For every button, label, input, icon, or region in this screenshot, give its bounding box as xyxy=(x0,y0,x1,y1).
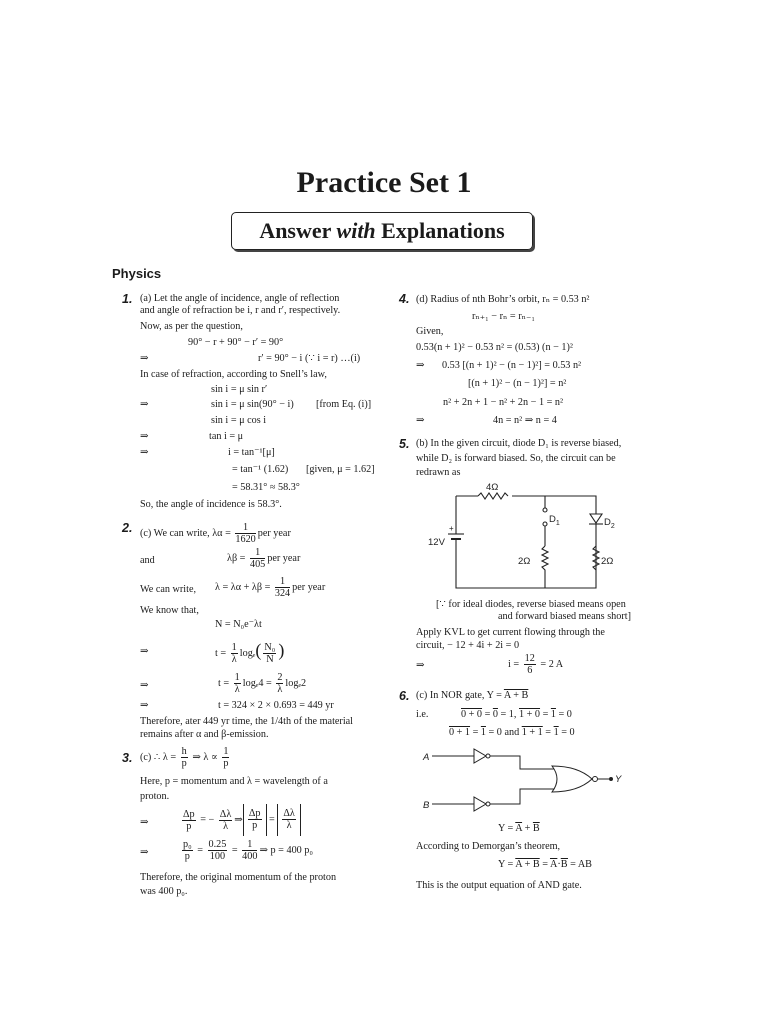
equation-line xyxy=(218,668,306,700)
text-line: while D₂ is forward biased. So, the circuit can be xyxy=(416,453,616,464)
text: = 1, xyxy=(497,709,519,720)
numerator: 0.25 xyxy=(208,839,227,851)
text-line: Here, p = momentum and λ = wavelength of a xyxy=(140,776,328,787)
text-line: [∵ for ideal diodes, reverse biased means open xyxy=(436,599,626,610)
text-line: In case of refraction, according to Snell’s law, xyxy=(140,369,327,380)
fraction xyxy=(275,576,290,599)
subtitle-em: with xyxy=(336,218,376,243)
overlined-expr: 1 xyxy=(550,709,556,720)
text: = xyxy=(266,814,278,826)
numerator: h xyxy=(181,746,187,758)
label-12v: 12V xyxy=(428,537,445,548)
numerator: 1 xyxy=(231,642,237,654)
equation-line xyxy=(180,804,301,836)
resistor-2ohm-mid xyxy=(542,546,548,588)
numerator: 1 xyxy=(242,839,257,851)
text: t = xyxy=(218,678,232,689)
text-line: Therefore, the original momentum of the proton xyxy=(140,872,337,883)
fraction xyxy=(282,808,296,831)
text: (c) We can write, λα = xyxy=(140,528,234,539)
denominator: p xyxy=(184,851,190,863)
denominator: 100 xyxy=(209,851,226,863)
text: = − xyxy=(197,814,217,826)
text-line: (d) Radius of nth Bohr’s orbit, rₙ = 0.53 n² xyxy=(416,294,590,305)
equation: = 58.31° ≈ 58.3° xyxy=(232,482,300,493)
numerator: 1 xyxy=(235,522,255,534)
wire xyxy=(456,496,596,588)
equation: 0.53 [(n + 1)² − (n − 1)²] = 0.53 n² xyxy=(442,360,582,371)
text: = 0 xyxy=(558,727,575,738)
equation-line xyxy=(215,634,284,670)
fraction xyxy=(524,653,536,676)
denominator: λ xyxy=(277,684,283,696)
output-node xyxy=(610,778,613,781)
implies-symbol: ⇒ xyxy=(416,360,425,371)
implies-symbol: ⇒ xyxy=(140,447,149,458)
numerator: 2 xyxy=(277,672,283,684)
label-4ohm: 4Ω xyxy=(486,482,499,493)
text-line: redrawn as xyxy=(416,467,461,478)
label-b: B xyxy=(423,800,430,811)
text: per year xyxy=(257,528,291,539)
text: = 0 and xyxy=(485,727,522,738)
equation-line xyxy=(215,573,325,603)
equation: tan i = μ xyxy=(209,431,244,442)
equation-line xyxy=(498,823,540,835)
text: ⇒ p = 400 p₀ xyxy=(259,845,313,856)
not-bubble-a xyxy=(486,754,490,758)
numerator: 1 xyxy=(234,672,240,684)
label-d1: $D_1$ xyxy=(549,514,560,527)
denominator: p xyxy=(223,758,229,770)
text: = xyxy=(539,859,550,870)
question-number: 5. xyxy=(399,437,410,451)
text: (c) ∴ λ = xyxy=(140,752,179,763)
text: + xyxy=(522,823,533,834)
numerator: 12 xyxy=(524,653,535,665)
text-line: was 400 p₀. xyxy=(140,886,188,897)
overlined-expr: $\overline{A}$ xyxy=(515,823,523,834)
overlined-expr: $\overline{B}$ xyxy=(532,823,540,834)
fraction xyxy=(182,839,193,862)
numerator: 1 xyxy=(275,576,290,588)
resistor-4ohm xyxy=(478,493,508,499)
equation: 4n = n² ⇒ n = 4 xyxy=(493,415,557,426)
section-heading: Physics xyxy=(112,266,162,281)
text-line: (b) In the given circuit, diode D₁ is reverse biased, xyxy=(416,438,622,449)
numerator: Δp xyxy=(248,808,261,820)
label-plus: + xyxy=(449,524,454,533)
denominator: 324 xyxy=(274,588,291,600)
abs-value xyxy=(243,804,267,836)
text: logₑ4 = xyxy=(242,678,275,689)
equation-note: [from Eq. (i)] xyxy=(316,399,372,410)
wire-b-out xyxy=(490,789,556,804)
fraction xyxy=(235,522,255,545)
question-number: 2. xyxy=(122,521,133,535)
wire-a-out xyxy=(490,756,556,769)
subtitle-banner xyxy=(231,212,533,250)
paren-open: ( xyxy=(255,640,262,660)
question-number: 6. xyxy=(399,689,410,703)
fraction xyxy=(181,746,188,769)
text-line: Apply KVL to get current flowing through the xyxy=(416,627,605,638)
text: ⇒ xyxy=(234,814,243,826)
numerator: p₀ xyxy=(183,839,192,851)
equation: 90° − r + 90° − r′ = 90° xyxy=(188,337,284,348)
truth-row xyxy=(449,727,575,739)
text-line: So, the angle of incidence is 58.3°. xyxy=(140,499,282,510)
numerator: Δp xyxy=(183,808,195,820)
subtitle-post: Explanations xyxy=(375,218,505,243)
overlined-expr: 0 + 1 xyxy=(449,727,471,738)
equation: 0.53(n + 1)² − 0.53 n² = (0.53) (n − 1)² xyxy=(416,342,573,353)
text: = 0 xyxy=(555,709,572,720)
text: λ = λα + λβ = xyxy=(215,582,273,593)
text: = xyxy=(194,845,206,856)
implies-symbol: ⇒ xyxy=(140,817,149,828)
equation-line xyxy=(416,690,528,702)
open-terminal xyxy=(543,508,547,512)
text-line: (a) Let the angle of incidence, angle of reflection xyxy=(140,293,340,304)
equation: N = N₀e⁻λt xyxy=(215,619,262,630)
nor-gate xyxy=(552,766,592,792)
not-gate-a xyxy=(474,749,486,763)
label: and xyxy=(140,555,155,566)
overlined-expr: 1 xyxy=(480,727,486,738)
denominator: 1620 xyxy=(235,534,256,546)
equation-line xyxy=(508,649,563,681)
equation-note: [given, μ = 1.62] xyxy=(306,464,375,475)
text: λβ = xyxy=(227,553,248,564)
question-number: 4. xyxy=(399,292,410,306)
text-line: According to Demorgan’s theorem, xyxy=(416,841,561,852)
fraction xyxy=(182,809,196,832)
fraction xyxy=(234,672,241,695)
denominator: p xyxy=(186,820,192,832)
denominator: λ xyxy=(234,684,240,696)
text: Y = xyxy=(498,859,516,870)
denominator: 400 xyxy=(242,851,258,863)
not-bubble-b xyxy=(486,802,490,806)
text-line: proton. xyxy=(140,791,170,802)
text: = xyxy=(482,709,493,720)
numerator: 1 xyxy=(250,547,265,559)
fraction xyxy=(222,746,229,769)
open-terminal xyxy=(543,522,547,526)
text-line: and forward biased means short] xyxy=(498,611,631,622)
diode-d2-symbol xyxy=(590,514,602,523)
double-overlined-a: $\overline{A}$ xyxy=(549,859,558,870)
text: · xyxy=(557,859,561,870)
text: = xyxy=(542,727,554,738)
equation: [(n + 1)² − (n − 1)²] = n² xyxy=(468,378,567,389)
implies-symbol: ⇒ xyxy=(140,680,149,691)
denominator: λ xyxy=(286,820,292,832)
circuit-diagram xyxy=(420,478,630,596)
text: i = xyxy=(508,659,522,670)
text: = 2 A xyxy=(537,659,564,670)
text-line: and angle of refraction be i, r and r′, respectively. xyxy=(140,305,341,316)
label: i.e. xyxy=(416,709,429,720)
text-line: circuit, − 12 + 4i + 2i = 0 xyxy=(416,640,520,651)
equation-line xyxy=(140,742,231,774)
overlined-expr: A + B xyxy=(515,859,540,870)
truth-row xyxy=(461,709,572,721)
fraction xyxy=(219,809,233,832)
fraction xyxy=(263,642,276,665)
equation-line xyxy=(180,835,313,867)
label-a: A xyxy=(423,752,430,763)
implies-symbol: ⇒ xyxy=(140,700,149,711)
overlined-expr: 1 + 1 xyxy=(521,727,543,738)
implies-symbol: ⇒ xyxy=(416,415,425,426)
paren-close: ) xyxy=(278,640,285,660)
equation: sin i = μ sin r′ xyxy=(211,384,268,395)
text: logₑ xyxy=(239,648,256,659)
fraction xyxy=(276,672,283,695)
denominator: 405 xyxy=(249,559,266,571)
question-number: 1. xyxy=(122,292,133,306)
implies-symbol: ⇒ xyxy=(140,431,149,442)
label-2ohm-right: 2Ω xyxy=(601,556,614,567)
numerator: Δλ xyxy=(219,808,232,820)
text-line: This is the output equation of AND gate. xyxy=(416,880,582,891)
text: = xyxy=(540,709,551,720)
text: = xyxy=(229,845,241,856)
equation: sin i = μ cos i xyxy=(211,415,267,426)
fraction xyxy=(248,808,262,831)
text: Y = xyxy=(498,823,516,834)
equation: = tan⁻¹ (1.62) xyxy=(232,464,289,475)
page-title: Practice Set 1 xyxy=(296,166,472,199)
double-overlined-b: $\overline{B}$ xyxy=(560,859,568,870)
text: per year xyxy=(292,582,326,593)
denominator: λ xyxy=(223,820,229,832)
logic-gate-diagram xyxy=(420,744,630,820)
abs-value xyxy=(277,804,301,836)
overlined-expr: 0 + 0 xyxy=(461,709,483,720)
overlined-expr: 1 + 0 xyxy=(519,709,541,720)
fraction xyxy=(250,547,265,570)
denominator: N xyxy=(266,654,274,666)
equation-line xyxy=(498,859,592,871)
denominator: 6 xyxy=(527,665,533,677)
denominator: λ xyxy=(231,654,237,666)
text: (c) In NOR gate, Y = xyxy=(416,690,504,701)
fraction xyxy=(231,642,238,665)
equation: r′ = 90° − i (∵ i = r) …(i) xyxy=(258,353,361,364)
overlined-expr: 1 xyxy=(553,727,559,738)
text-line: Now, as per the question, xyxy=(140,321,243,332)
label-2ohm-mid: 2Ω xyxy=(518,556,531,567)
text: t = xyxy=(215,648,229,659)
equation: sin i = μ sin(90° − i) xyxy=(211,399,294,410)
nor-bubble xyxy=(593,777,598,782)
numerator: N₀ xyxy=(264,642,276,654)
equation: i = tan⁻¹[μ] xyxy=(228,447,275,458)
equation: t = 324 × 2 × 0.693 = 449 yr xyxy=(218,700,334,711)
text: per year xyxy=(267,553,301,564)
fraction xyxy=(208,839,228,862)
implies-symbol: ⇒ xyxy=(140,353,149,364)
text-line: Given, xyxy=(416,326,444,337)
denominator: p xyxy=(181,758,187,770)
fraction xyxy=(242,839,257,862)
implies-symbol: ⇒ xyxy=(140,399,149,410)
text: = xyxy=(470,727,481,738)
equation: rₙ₊₁ − rₙ = rₙ₋₁ xyxy=(472,311,535,322)
text: ⇒ λ ∝ xyxy=(189,752,221,763)
implies-symbol: ⇒ xyxy=(140,847,149,858)
subtitle-pre: Answer xyxy=(259,218,337,243)
not-gate-b xyxy=(474,797,486,811)
implies-symbol: ⇒ xyxy=(140,646,149,657)
text: logₑ2 xyxy=(285,678,307,689)
text-line: remains after α and β-emission. xyxy=(140,729,269,740)
text-line: Therefore, ater 449 yr time, the 1/4th of the material xyxy=(140,716,354,727)
numerator: Δλ xyxy=(283,808,295,820)
equation-line xyxy=(227,544,300,574)
text-line: We know that, xyxy=(140,605,199,616)
label: We can write, xyxy=(140,584,197,595)
label-d2: $D_2$ xyxy=(604,517,615,530)
numerator: 1 xyxy=(223,746,229,758)
overlined-expr: 0 xyxy=(492,709,498,720)
overlined-expr: A + B xyxy=(503,690,529,701)
label-y: Y xyxy=(615,774,622,785)
question-number: 3. xyxy=(122,751,133,765)
equation: n² + 2n + 1 − n² + 2n − 1 = n² xyxy=(443,397,564,408)
text: = AB xyxy=(567,859,592,870)
implies-symbol: ⇒ xyxy=(416,660,425,671)
denominator: p xyxy=(252,820,258,832)
